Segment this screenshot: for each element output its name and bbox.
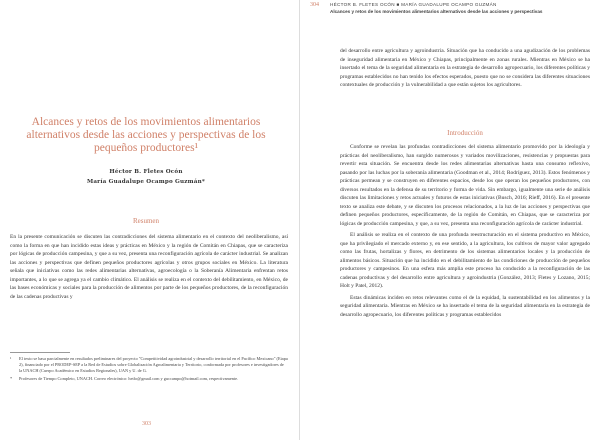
resumen-paragraph: En la presente comunicación se discuten las contradicciones del sistema alimentario en el contexto del neoliberalismo, así como la forma en que han incidido estas ideas y prácticas en México y la región de Comitán en Chiapas, que se caracteriza por lógicas de producción campesina, y que a su vez, presenta una reconfiguración agrícola de carácter industrial. Se analizan las acciones y perspectivas que definen pequeños productores agrícolas y otros grupos sociales en México. La literatura señala que iniciativas como las redes alimentarias alternativas, agroecología o la Soberanía Alimentaria enfrentan retos importantes, a lo que se agrega ya el cambio climático. El análisis se realiza en el contexto del debilitamiento, en México, de las bases económicas y sociales para la producción de alimentos por parte de los pequeños productores, de la reconfiguración de las cadenas productivas y bbox=[10, 234, 288, 300]
resumen-body bbox=[10, 233, 288, 301]
footnote-rule bbox=[10, 352, 70, 353]
introduccion-body bbox=[340, 143, 590, 319]
footnote-1-marker: ¹ bbox=[10, 356, 12, 361]
running-head-title: Alcances y retos de los movimientos alimentarios alternativos desde las acciones y perspectivas bbox=[330, 9, 543, 14]
introduccion-paragraph-3: Estas dinámicas inciden en retos relevantes como el de la equidad, la sustentabilidad en los alimentos y la seguridad alimentaria. Mientras en México se ha insertado el tema de la seguridad alimentaria en la estrategia de desarrollo agropecuario, los diferentes políticas y programas establecidos bbox=[340, 294, 590, 318]
footnote-1-text: El texto se basa parcialmente en resultados preliminares del proyecto "Competitividad agroindustrial y desarrollo territorial en el Pacífico Mexicano" (Etapa 2), financiado por el PRODEP-SEP a la Red de Estudios sobre Globalización Agroalimentaria y Territorio, conformada por profesores e investigadores de la UNACH (Cuerpo Académico en Estudios Regionales), UAN y U. de G. bbox=[19, 356, 288, 373]
footnote-2-text: Profesores de Tiempo Completo, UNACH. Correo electrónico: hetfo@gmail.com y guccampo@hotmail.com, respectivamente. bbox=[19, 376, 239, 381]
author-1: Héctor B. Fletes Ocón bbox=[109, 169, 183, 175]
intro-continued-paragraph: del desarrollo entre agricultura y agroindustria. Situación que ha conducido a una agudización de los problemas de inseguridad alimentaria en México y Chiapas, principalmente en zonas rurales. Mientras en México se ha insertado el tema de la seguridad alimentaria en la estrategia de desarrollo agropecuario, los diferentes políticas y programas establecidos no han tenido los efectos esperados, puesto que no se considera las diferentes situaciones contextuales de producción y la vulnerabilidad a que están sujetos los agricultores. bbox=[340, 48, 590, 88]
page-number-left: 303 bbox=[142, 421, 151, 427]
resumen-heading: Resumen bbox=[132, 217, 160, 225]
article-title: Alcances y retos de los movimientos alimentarios alternativos desde las acciones y perspectivas de los pequeños productores¹ bbox=[26, 116, 266, 154]
introduccion-paragraph-2: El análisis se realiza en el contexto de una profunda reestructuración en el sistema productivo en México, que ha privilegiado el mercado externo y, en ese sentido, a la agricultura, los cultivos de mayor valor agregado como las frutas, hortalizas y flores, en detrimento de los sistemas alimentarios locales y la producción de alimentos básicos. Situación que ha incidido en el debilitamiento de las condiciones de producción de pequeños productores y campesinos. En una esfera más amplia este proceso ha conducido a la reconfiguración de las cadenas productivas y del desarrollo entre agricultura y agroindustria (González, 2013; Fletes y Lozano, 2015; Holt y Patel, 2012). bbox=[340, 232, 590, 289]
introduccion-paragraph-1: Conforme se revelan las profundas contradicciones del sistema alimentario promovido por la ideología y prácticas del neoliberalismo, han surgido numerosos y variados movilizaciones, resistencias y propuestas para revertir esta situación. Se encuentra desde los redes alimentarias alternativas hasta una consumo reflexivo, pasando por las luchas por la soberanía alimentaria (Goodman et al., 2014; Rodríguez, 2013). Estos fenómenos y prácticas permean y se construyen en diferentes espacios, desde los que operan los pequeños productores, con diversos resultados en la defensa de su territorio y forma de vida. Sin embargo, igualmente una serie de análisis discuten las limitaciones y retos actuales y futuros de estas iniciativas (Busch, 2016; Rieff, 2016). En el presente texto se analiza este debate, y se discuten los procesos relacionados, a la luz de las acciones y perspectivas que definen pequeños productores, específicamente, de la región de Comitán, en Chiapas, que se caracteriza por lógicas de producción campesina, y que, a su vez, presenta una reconfiguración agrícola de carácter industrial. bbox=[340, 144, 590, 227]
footnote-2 bbox=[10, 376, 288, 382]
running-head-authors: HÉCTOR B. FLETES OCÓN ■ MARÍA GUADALUPE OCAMPO GUZMÁN bbox=[330, 2, 497, 7]
authors bbox=[10, 167, 282, 187]
author-2: María Guadalupe Ocampo Guzmán* bbox=[86, 179, 206, 185]
footnote-2-marker: * bbox=[10, 376, 13, 381]
footnotes bbox=[10, 356, 288, 382]
intro-continued bbox=[340, 47, 590, 90]
running-head bbox=[330, 1, 590, 15]
introduccion-heading: Introducción bbox=[447, 129, 483, 137]
footnote-1 bbox=[10, 356, 288, 374]
page-number-right: 304 bbox=[310, 2, 319, 8]
